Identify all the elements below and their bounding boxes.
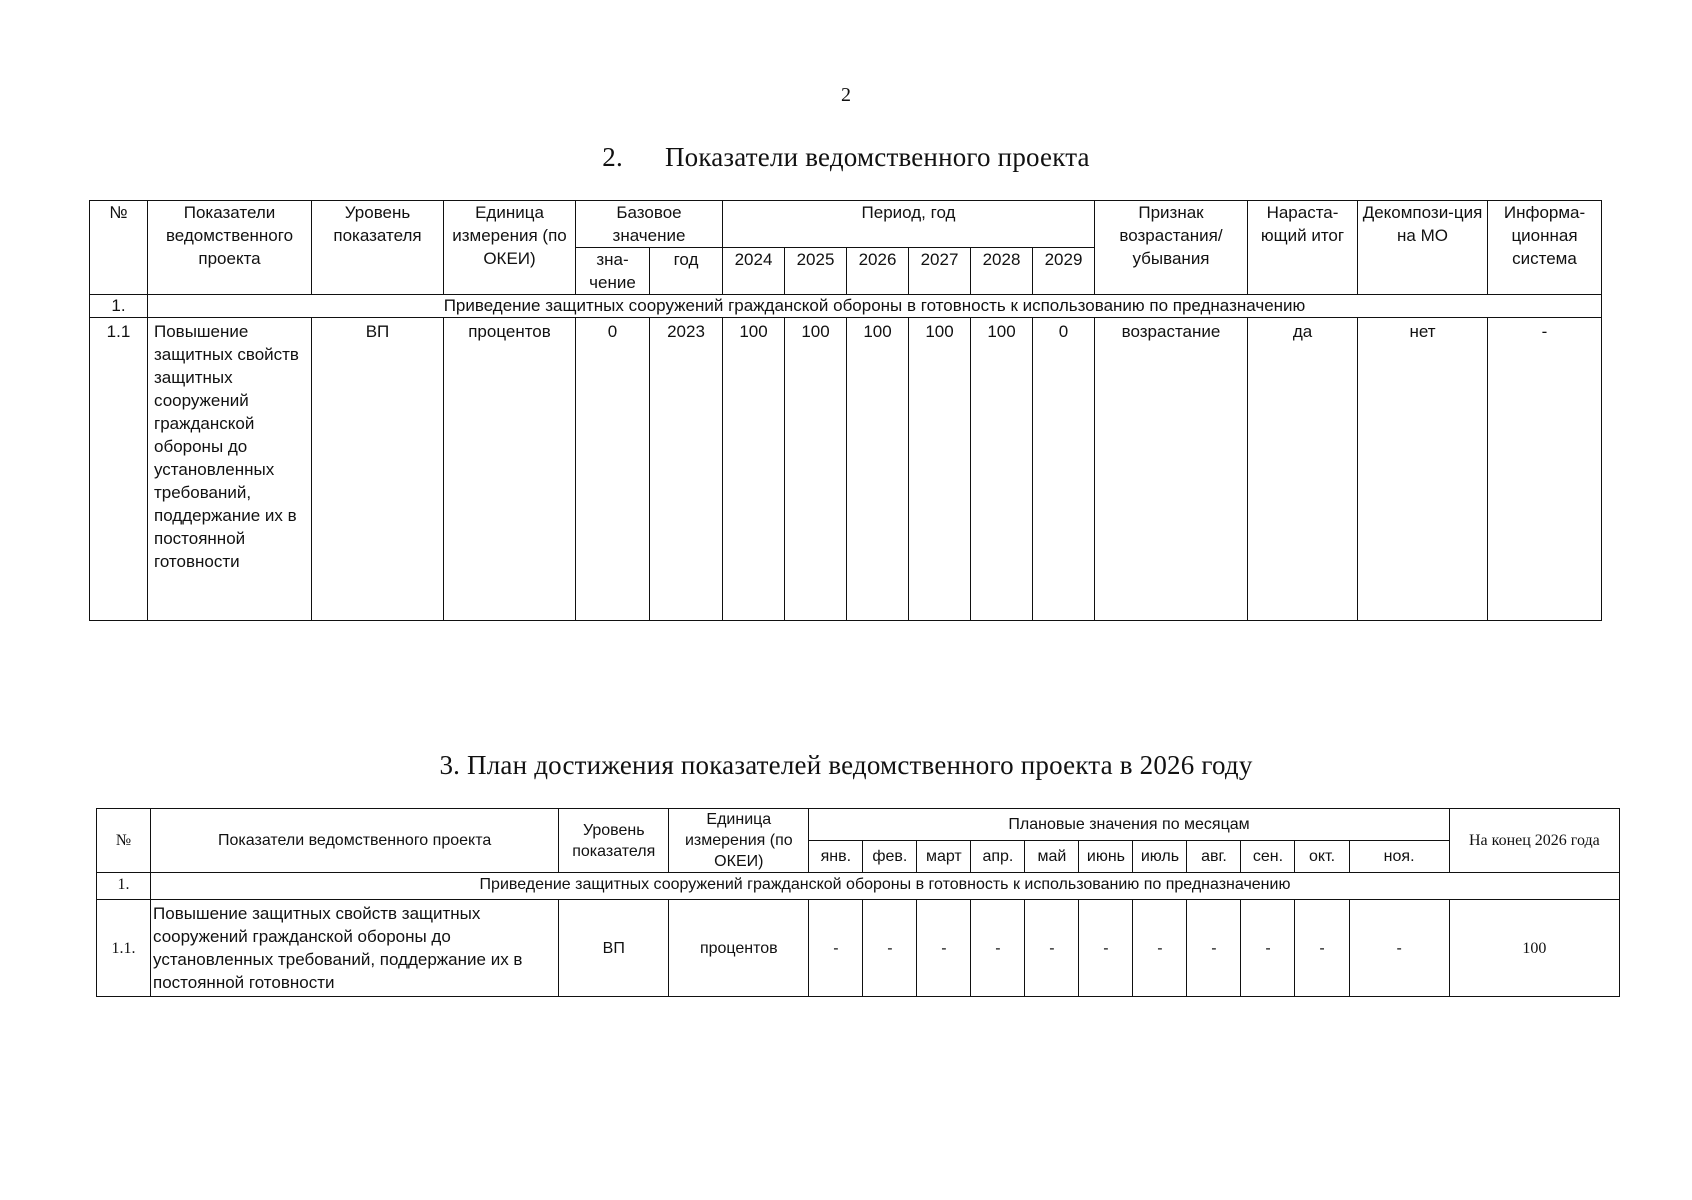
section2-title-text: Показатели ведомственного проекта (664, 142, 1090, 172)
header-info-system: Информа-ционная система (1488, 201, 1602, 295)
section2-number: 2. (602, 142, 623, 172)
plan-header-month: июнь (1079, 841, 1133, 873)
plan-row-month-value: - (1241, 900, 1295, 997)
plan-row-month-value: - (1349, 900, 1449, 997)
plan-header-indicator: Показатели ведомственного проекта (151, 809, 559, 873)
plan-header-month: окт. (1295, 841, 1349, 873)
header-level: Уровень показателя (312, 201, 444, 295)
plan-header-month: фев. (863, 841, 917, 873)
row-sign: возрастание (1095, 318, 1248, 621)
row-year-value: 0 (1033, 318, 1095, 621)
header-year: 2029 (1033, 248, 1095, 295)
plan-header-month: апр. (971, 841, 1025, 873)
section2-title (0, 142, 1692, 173)
plan-row-unit: процентов (669, 900, 809, 997)
row-indicator: Повышение защитных свойств защитных сооружений гражданской обороны до установленных требований, поддержание их в постоянной готовности (148, 318, 312, 621)
plan-header-no: № (97, 809, 151, 873)
header-sign: Признак возрастания/ убывания (1095, 201, 1248, 295)
plan-header-month: май (1025, 841, 1079, 873)
section3-title: 3. План достижения показателей ведомственного проекта в 2026 году (439, 750, 1253, 780)
header-base-year: год (650, 248, 723, 295)
row-year-value: 100 (785, 318, 847, 621)
plan-row-year-end: 100 (1449, 900, 1619, 997)
row-no: 1.1 (90, 318, 148, 621)
plan-row-no: 1.1. (97, 900, 151, 997)
plan-group-no: 1. (97, 873, 151, 900)
header-period: Период, год (723, 201, 1095, 248)
header-indicator: Показатели ведомственного проекта (148, 201, 312, 295)
plan-header-year-end: На конец 2026 года (1449, 809, 1619, 873)
row-year-value: 100 (723, 318, 785, 621)
plan-row-indicator: Повышение защитных свойств защитных сооружений гражданской обороны до установленных требований, поддержание их в постоянной готовности (151, 900, 559, 997)
plan-row-month-value: - (971, 900, 1025, 997)
group-title: Приведение защитных сооружений гражданской обороны в готовность к использованию по предназначению (148, 295, 1602, 318)
header-year: 2026 (847, 248, 909, 295)
header-year: 2027 (909, 248, 971, 295)
plan-row-month-value: - (809, 900, 863, 997)
plan-header-level: Уровень показателя (559, 809, 669, 873)
indicators-table (89, 200, 1602, 621)
row-base-value: 0 (576, 318, 650, 621)
header-decomposition: Декомпози-ция на МО (1358, 201, 1488, 295)
plan-row-level: ВП (559, 900, 669, 997)
monthly-plan-table (96, 808, 1620, 997)
plan-row-month-value: - (1079, 900, 1133, 997)
row-decomposition: нет (1358, 318, 1488, 621)
row-info-system: - (1488, 318, 1602, 621)
plan-header-month: авг. (1187, 841, 1241, 873)
plan-row-month-value: - (917, 900, 971, 997)
header-no: № (90, 201, 148, 295)
row-level: ВП (312, 318, 444, 621)
plan-header-month: июль (1133, 841, 1187, 873)
row-cumulative: да (1248, 318, 1358, 621)
header-base-value: зна-чение (576, 248, 650, 295)
plan-row-month-value: - (863, 900, 917, 997)
header-year: 2025 (785, 248, 847, 295)
plan-row-month-value: - (1025, 900, 1079, 997)
plan-group-title: Приведение защитных сооружений гражданской обороны в готовность к использованию по предназначению (151, 873, 1620, 900)
plan-row-month-value: - (1187, 900, 1241, 997)
header-year: 2024 (723, 248, 785, 295)
header-unit: Единица измерения (по ОКЕИ) (444, 201, 576, 295)
plan-row-month-value: - (1133, 900, 1187, 997)
header-base: Базовое значение (576, 201, 723, 248)
row-unit: процентов (444, 318, 576, 621)
plan-header-month: янв. (809, 841, 863, 873)
plan-row-month-value: - (1295, 900, 1349, 997)
plan-header-monthly: Плановые значения по месяцам (809, 809, 1449, 841)
row-year-value: 100 (971, 318, 1033, 621)
plan-header-month: март (917, 841, 971, 873)
plan-header-unit: Единица измерения (по ОКЕИ) (669, 809, 809, 873)
row-year-value: 100 (847, 318, 909, 621)
row-base-year: 2023 (650, 318, 723, 621)
page-number: 2 (841, 84, 851, 106)
plan-header-month: сен. (1241, 841, 1295, 873)
header-year: 2028 (971, 248, 1033, 295)
row-year-value: 100 (909, 318, 971, 621)
header-cumulative: Нараста-ющий итог (1248, 201, 1358, 295)
plan-header-month: ноя. (1349, 841, 1449, 873)
group-no: 1. (90, 295, 148, 318)
